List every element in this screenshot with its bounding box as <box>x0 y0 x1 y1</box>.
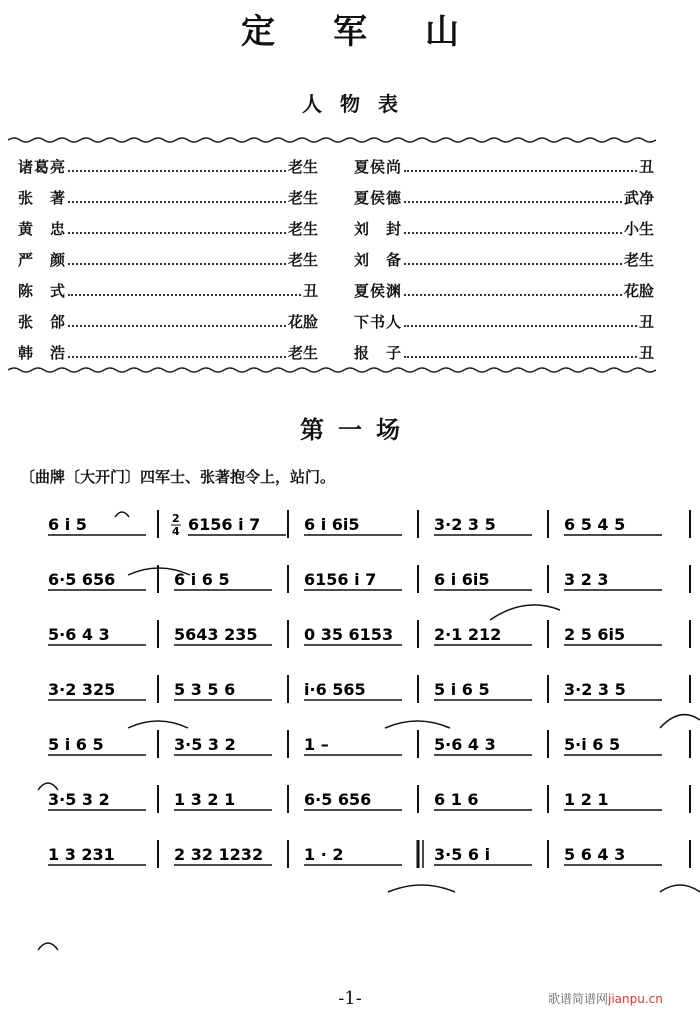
score-measure: 1 3 2 1 <box>174 790 236 809</box>
slur <box>660 715 700 728</box>
character-name: 诸葛亮 <box>18 158 67 176</box>
character-name: 刘 封 <box>354 220 403 238</box>
character-name: 张 郃 <box>18 313 67 331</box>
score-measure: 6 i 6i5 <box>304 515 360 534</box>
role-type: 小生 <box>623 220 654 238</box>
character-name: 陈 式 <box>18 282 67 300</box>
score-measure: 1 2 1 <box>564 790 609 809</box>
character-name: 夏侯德 <box>354 189 403 207</box>
character-name: 下书人 <box>354 313 403 331</box>
score-measure: 2 32 1232 <box>174 845 264 864</box>
score-measure: 6 i 5 <box>48 515 87 534</box>
score-measure: 1 3 231 <box>48 845 115 864</box>
character-name: 黄 忠 <box>18 220 67 238</box>
score-measure: 3·2 3 5 <box>434 515 496 534</box>
fermata <box>115 512 129 517</box>
score-measure: 2 5 6i5 <box>564 625 626 644</box>
score-measure: 3·5 3 2 <box>48 790 110 809</box>
score-measure: 6·5 656 <box>304 790 372 809</box>
character-name: 严 颜 <box>18 251 67 269</box>
role-type: 老生 <box>287 189 318 207</box>
score-measure: 5 6 4 3 <box>564 845 626 864</box>
time-signature-top: 2 <box>172 512 180 525</box>
score-measure: 5 i 6 5 <box>48 735 104 754</box>
role-type: 丑 <box>638 313 654 331</box>
score-measure: 5·i 6 5 <box>564 735 621 754</box>
score-measure: 1 · 2 <box>304 845 344 864</box>
character-name: 报 子 <box>354 344 403 362</box>
time-signature-bottom: 4 <box>172 525 180 538</box>
page-title: 定军山 <box>241 12 517 52</box>
score-measure: 2·1 212 <box>434 625 502 644</box>
score-measure: 5·6 4 3 <box>48 625 110 644</box>
watermark-text: 歌谱简谱网 <box>548 992 609 1006</box>
score-measure: 3 2 3 <box>564 570 609 589</box>
character-name: 刘 备 <box>354 251 403 269</box>
role-type: 武净 <box>623 189 654 207</box>
score-measure: 6 1 6 <box>434 790 479 809</box>
score-measure: 5643 235 <box>174 625 258 644</box>
slur <box>660 885 700 892</box>
score-measure: 5 3 5 6 <box>174 680 236 699</box>
role-type: 丑 <box>638 158 654 176</box>
role-type: 老生 <box>623 251 654 269</box>
watermark-domain: jianpu.cn <box>608 992 663 1006</box>
stage-direction: 〔曲牌〔大开门〕四军士、张著抱令上，站门。 <box>20 468 336 486</box>
character-name: 韩 浩 <box>18 344 67 362</box>
role-type: 老生 <box>287 344 318 362</box>
score-measure: 3·2 3 5 <box>564 680 626 699</box>
slur <box>38 783 58 790</box>
score-measure: 3·5 6 i <box>434 845 491 864</box>
score-measure: 5 i 6 5 <box>434 680 490 699</box>
score-measure: 3·5 3 2 <box>174 735 236 754</box>
cast-list-heading: 人物表 <box>302 92 416 116</box>
slur <box>128 721 188 728</box>
role-type: 老生 <box>287 220 318 238</box>
character-name: 夏侯渊 <box>354 282 403 300</box>
role-type: 老生 <box>287 158 318 176</box>
role-type: 丑 <box>638 344 654 362</box>
role-type: 老生 <box>287 251 318 269</box>
score-measure: 5·6 4 3 <box>434 735 496 754</box>
slur <box>388 885 455 892</box>
score-measure: 6 i 6 5 <box>174 570 230 589</box>
slur <box>38 943 58 950</box>
role-type: 丑 <box>302 282 318 300</box>
score-measure: 0 35 6153 <box>304 625 394 644</box>
role-type: 花脸 <box>287 313 318 331</box>
character-name: 夏侯尚 <box>354 158 403 176</box>
score-measure: 1 – <box>304 735 329 754</box>
site-watermark <box>548 990 663 1007</box>
role-type: 花脸 <box>623 282 654 300</box>
score-measure: 3·2 325 <box>48 680 116 699</box>
character-name: 张 著 <box>18 189 67 207</box>
scene-title: 第一场 <box>300 416 414 444</box>
score-measure: 6156 i 7 <box>188 515 261 534</box>
slur <box>490 605 560 620</box>
score-measure: 6156 i 7 <box>304 570 377 589</box>
score-measure: i·6 565 <box>304 680 366 699</box>
page-number: -1- <box>338 988 362 1009</box>
score-measure: 6 5 4 5 <box>564 515 626 534</box>
slur <box>385 721 450 728</box>
score-measure: 6 i 6i5 <box>434 570 490 589</box>
score-measure: 6·5 656 <box>48 570 116 589</box>
